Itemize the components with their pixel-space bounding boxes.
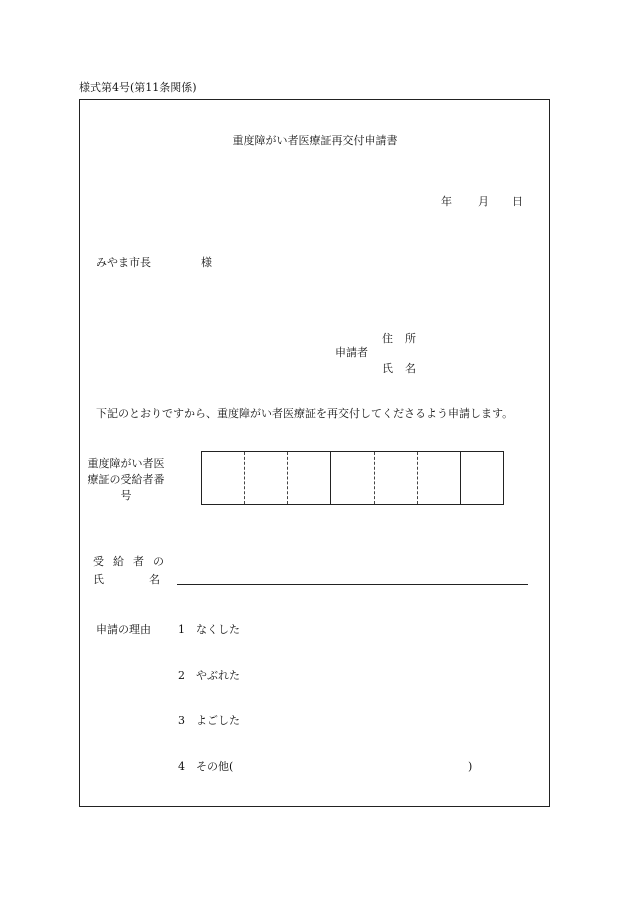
date-month-label: 月	[478, 195, 489, 208]
reason-option-text: よごした	[196, 714, 240, 727]
form-number: 様式第4号(第11条関係)	[79, 81, 197, 94]
reason-option-number: 1	[178, 623, 185, 636]
number-cell[interactable]	[374, 452, 417, 504]
applicant-name-label: 氏名	[382, 362, 428, 375]
addressee-name: みやま市長	[96, 256, 151, 269]
reason-option-text: やぶれた	[196, 669, 240, 682]
recipient-number-label: 重度障がい者医療証の受給者番号	[87, 457, 165, 502]
number-cell[interactable]	[330, 452, 373, 504]
recipient-name-line[interactable]	[177, 584, 528, 585]
date-year-label: 年	[441, 195, 452, 208]
number-cell[interactable]	[460, 452, 503, 504]
reason-option-number: 2	[178, 669, 185, 682]
reason-option-text: なくした	[196, 623, 240, 636]
number-cell[interactable]	[287, 452, 330, 504]
form-title: 重度障がい者医療証再交付申請書	[232, 134, 398, 147]
number-cell[interactable]	[202, 452, 244, 504]
date-day-label: 日	[512, 195, 523, 208]
request-statement: 下記のとおりですから、重度障がい者医療証を再交付してくださるよう申請します。	[96, 407, 514, 420]
other-reason-close-paren: )	[468, 760, 473, 773]
applicant-label: 申請者	[335, 346, 368, 359]
reason-label: 申請の理由	[96, 623, 151, 636]
recipient-name-label-a: 氏	[93, 573, 104, 586]
applicant-address-label: 住所	[382, 332, 428, 345]
recipient-name-label-b: 名	[149, 573, 160, 586]
reason-option-number: 4	[178, 760, 185, 773]
reason-option-text: その他(	[196, 760, 234, 773]
recipient-name-label-line1: 受給者の	[93, 555, 173, 568]
number-cell[interactable]	[244, 452, 287, 504]
addressee-honorific: 様	[201, 256, 212, 269]
number-cell[interactable]	[417, 452, 460, 504]
reason-option-number: 3	[178, 714, 185, 727]
recipient-number-grid[interactable]	[201, 451, 504, 505]
